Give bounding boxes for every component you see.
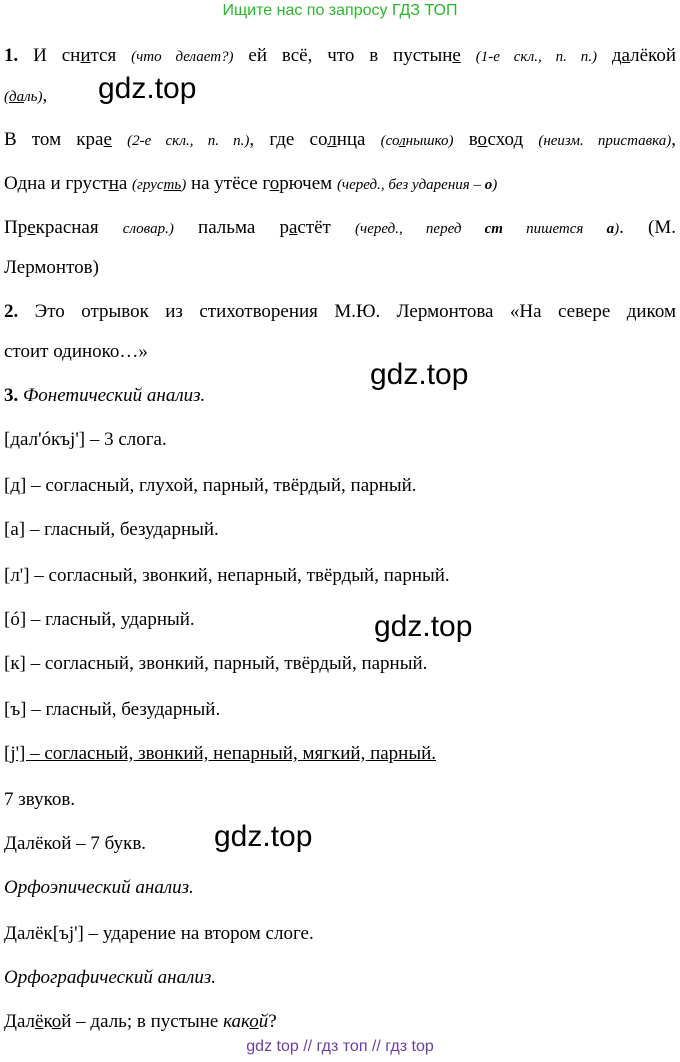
underlined-letter: о: [249, 1011, 259, 1032]
grammar-note: (грус: [132, 177, 164, 193]
underlined-letter: да: [9, 89, 25, 105]
task1-line2: [4, 84, 47, 109]
underlined-letter: ё: [35, 1011, 44, 1032]
text: стёт: [297, 217, 356, 238]
text: ?: [268, 1011, 277, 1032]
spelling-line: [4, 1010, 277, 1034]
underlined-letter: и: [80, 45, 91, 66]
grammar-note: (со: [380, 133, 400, 149]
grammar-note: ): [492, 177, 498, 193]
grammar-note: ): [181, 177, 187, 193]
text: . (М.: [619, 217, 676, 238]
text: й – даль; в пустыне: [61, 1011, 224, 1032]
task3-heading-line: [4, 384, 205, 408]
task1-number: 1.: [4, 45, 19, 66]
sound-line-underlined: [j'] – согласный, звонкий, непарный, мягкий, парный.: [4, 743, 437, 764]
total-sounds: 7 звуков.: [4, 789, 76, 810]
watermark: gdz.top: [370, 358, 469, 391]
transcription: [дал'óкъj'] – 3 слога.: [4, 429, 167, 450]
text: Одна и груст: [4, 173, 109, 194]
grammar-note: (что делает?): [131, 49, 234, 65]
text: тся: [90, 45, 132, 66]
underlined-letter: о: [477, 129, 488, 150]
underlined-letter: е: [103, 129, 112, 150]
text: на утёсе г: [186, 173, 270, 194]
watermark: gdz.top: [374, 610, 473, 643]
search-banner[interactable]: Ищите нас по запросу ГДЗ ТОП: [222, 2, 458, 19]
text: рючем: [279, 173, 337, 194]
orthoepic-line: Далёк[ъj'] – ударение на втором слоге.: [4, 923, 314, 944]
task3-number: 3.: [4, 385, 19, 406]
text: а: [118, 173, 133, 194]
grammar-note: (1-е скл., п. п.): [475, 49, 597, 65]
text: к: [43, 1011, 52, 1032]
underlined-letter: о: [269, 173, 280, 194]
sound-line: [ъ] – гласный, безударный.: [4, 699, 221, 720]
text: пальма р: [173, 217, 289, 238]
task2-line2: стоит одиноко…»: [4, 341, 148, 362]
sound-line: [а] – гласный, безударный.: [4, 519, 219, 540]
orthoepic-heading: Орфоэпический анализ.: [4, 877, 194, 898]
text: нца: [336, 129, 381, 150]
italic-text: й: [258, 1011, 269, 1032]
task1-line3: [4, 128, 676, 153]
task1-line4: [4, 172, 497, 197]
grammar-note: (черед., без ударения –: [336, 177, 485, 193]
text: ,: [671, 129, 677, 150]
text: Пр: [4, 217, 28, 238]
text: Это отрывок из стихотворения М.Ю. Лермонтова «На севере диком: [18, 301, 676, 322]
text: , где со: [249, 129, 328, 150]
task1-line1: [4, 44, 676, 69]
underlined-letter: е: [27, 217, 36, 238]
underlined-letter: о: [51, 1011, 62, 1032]
spelling-heading: Орфографический анализ.: [4, 967, 217, 988]
text: В том кра: [4, 129, 104, 150]
underlined-letter: н: [108, 173, 119, 194]
text: сход: [487, 129, 539, 150]
grammar-note: нышко): [405, 133, 454, 149]
task1-line5: [4, 216, 676, 241]
underlined-letter: л: [327, 129, 337, 150]
grammar-note: (2-е скл., п. п.): [127, 133, 250, 149]
italic-text: как: [223, 1011, 250, 1032]
bold-letter: а: [606, 221, 615, 237]
text: д: [596, 45, 622, 66]
task1-line6: Лермонтов): [4, 257, 99, 278]
watermark: gdz.top: [214, 820, 313, 853]
text: ,: [42, 85, 48, 106]
grammar-note: (черед., перед: [355, 221, 485, 237]
sound-line: [д] – согласный, глухой, парный, твёрдый, парный.: [4, 475, 417, 496]
text: в: [453, 129, 478, 150]
section-heading: Фонетический анализ.: [18, 385, 206, 406]
underlined-letter: а: [288, 217, 298, 238]
footer-links[interactable]: gdz top // гдз топ // гдз top: [246, 1038, 434, 1055]
sound-line: [л'] – согласный, звонкий, непарный, твёрдый, парный.: [4, 565, 450, 586]
grammar-note: ль): [24, 89, 43, 105]
underlined-letter: а: [621, 45, 631, 66]
bold-letters: ст: [484, 221, 503, 237]
grammar-note: (неизм. приставка): [538, 133, 672, 149]
sound-line: [ó] – гласный, ударный.: [4, 609, 195, 630]
underlined-letter: ть: [163, 177, 182, 193]
task2-line1: [4, 300, 676, 324]
text: Дал: [4, 1011, 36, 1032]
underlined-letter: л: [399, 133, 406, 149]
text: [461, 45, 476, 66]
grammar-note: пишется: [502, 221, 607, 237]
grammar-note: словар.): [122, 221, 174, 237]
sound-line: [к] – согласный, звонкий, парный, твёрдый, парный.: [4, 653, 428, 674]
text: [112, 129, 127, 150]
watermark: gdz.top: [98, 72, 197, 105]
text: И сн: [33, 45, 81, 66]
text: лёкой: [630, 45, 676, 66]
text: ей всё, что в пустын: [233, 45, 453, 66]
grammar-note: ): [614, 221, 620, 237]
letter-count: Далёкой – 7 букв.: [4, 833, 147, 854]
text: красная: [35, 217, 123, 238]
underlined-letter: е: [452, 45, 461, 66]
bold-letter: о: [484, 177, 493, 193]
task2-number: 2.: [4, 301, 19, 322]
grammar-note: (: [4, 89, 9, 105]
